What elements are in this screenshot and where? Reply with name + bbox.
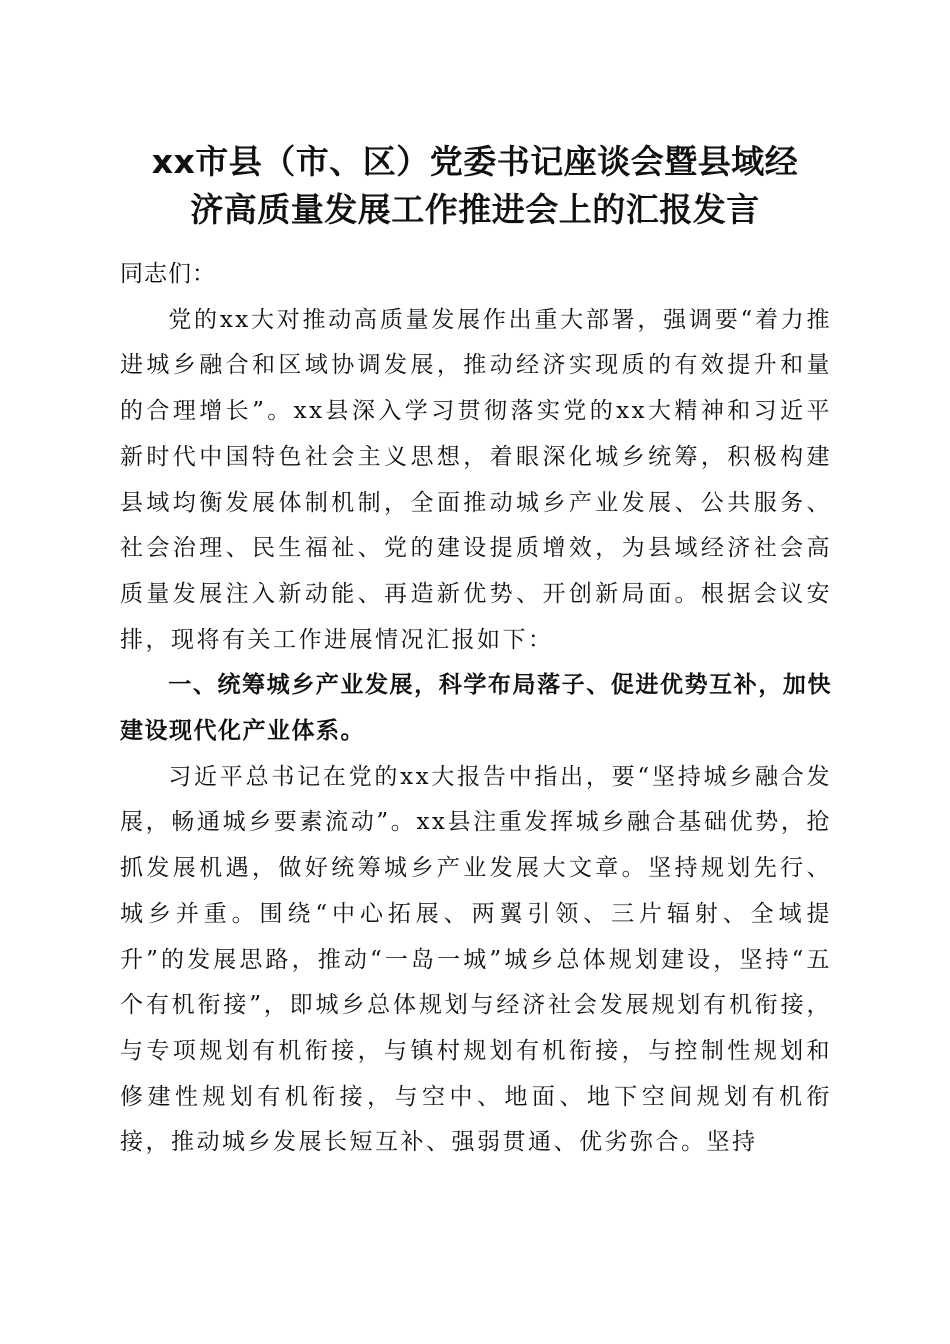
section-heading-1: 一、统筹城乡产业发展，科学布局落子、促进优势互补，加快建设现代化产业体系。 bbox=[120, 672, 832, 745]
title-line-1: xx市县（市、区）党委书记座谈会暨县域经 bbox=[151, 142, 799, 181]
document-body bbox=[120, 252, 832, 1166]
title-line-2: 济高质量发展工作推进会上的汇报发言 bbox=[190, 190, 760, 229]
paragraph-section-1: 习近平总书记在党的xx大报告中指出，要“坚持城乡融合发展，畅通城乡要素流动”。xx县注重发挥城乡融合基础优势，抢抓发展机遇，做好统筹城乡产业发展大文章。坚持规划先行、城乡并重。围绕“中心拓展、两翼引领、三片辐射、全域提升”的发展思路，推动“一岛一城”城乡总体规划建设，坚持“五个有机衔接”，即城乡总体规划与经济社会发展规划有机衔接，与专项规划有机衔接，与镇村规划有机衔接，与控制性规划和修建性规划有机衔接，与空中、地面、地下空间规划有机衔接，推动城乡发展长短互补、强弱贯通、优劣弥合。坚持 bbox=[120, 763, 832, 1156]
salutation: 同志们： bbox=[120, 261, 216, 287]
paragraph-intro: 党的xx大对推动高质量发展作出重大部署，强调要“着力推进城乡融合和区域协调发展，推动经济实现质的有效提升和量的合理增长”。xx县深入学习贯彻落实党的xx大精神和习近平新时代中国特色社会主义思想，着眼深化城乡统筹，积极构建县域均衡发展体制机制，全面推动城乡产业发展、公共服务、社会治理、民生福祉、党的建设提质增效，为县域经济社会高质量发展注入新动能、再造新优势、开创新局面。根据会议安排，现将有关工作进展情况汇报如下： bbox=[120, 306, 832, 653]
document-title bbox=[100, 138, 850, 234]
